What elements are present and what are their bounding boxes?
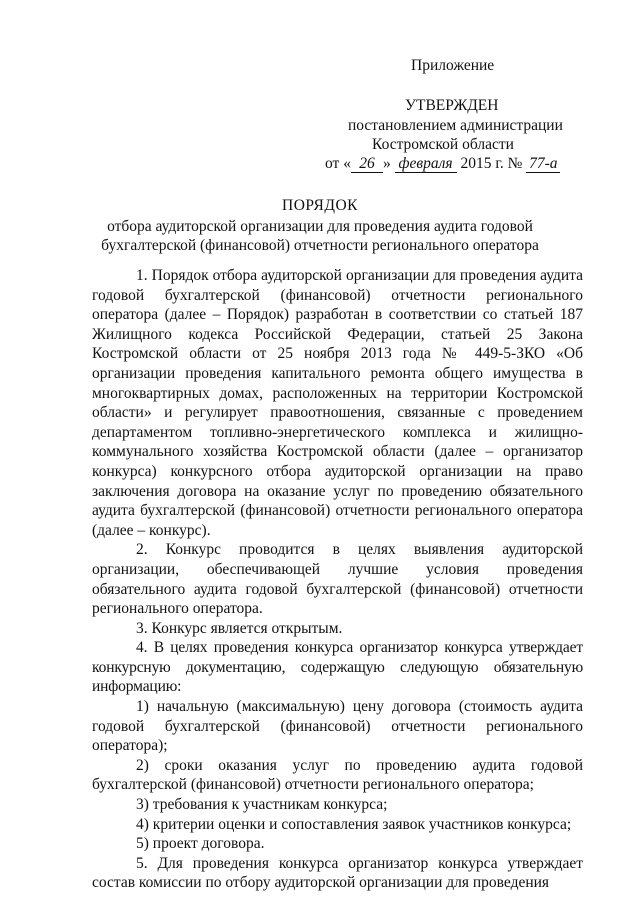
list-item-3: 3) требования к участникам конкурса;	[136, 796, 388, 814]
decree-number: 77-а	[526, 156, 560, 173]
document-subtitle-line-1: отбора аудиторской организации для проведения аудита годовой	[107, 218, 533, 235]
decree-month: февраля	[395, 156, 457, 173]
list-item-4: 4) критерии оценки и сопоставления заявок участников конкурса;	[136, 815, 572, 833]
decree-line-1: постановлением администрации	[348, 117, 563, 134]
appendix-label: Приложение	[411, 57, 495, 74]
decree-line-2: Костромской области	[372, 136, 514, 153]
approved-label: УТВЕРЖДЕН	[405, 97, 499, 114]
paragraph-4: 4. В целях проведения конкурса организатор конкурса утверждает конкурсную документацию, содержащую следующую обязательную информацию:	[92, 639, 583, 696]
date-mid: »	[382, 155, 391, 172]
paragraph-3: 3. Конкурс является открытым.	[136, 619, 343, 637]
document-subtitle-line-2: бухгалтерской (финансовой) отчетности регионального оператора	[101, 237, 539, 254]
paragraph-1: 1. Порядок отбора аудиторской организации для проведения аудита годовой бухгалтерской (финансовой) отчетности регионального оператора (далее – Порядок) разработан в соответствии со статьей 187 Жилищного кодекса Российской Федерации, статьей 25 Закона Костромской области от 25 ноября 2013 года № 449-5-ЗКО «Об организации проведения капитального ремонта общего имущества в многоквартирных домах, расположенных на территории Костромской области» и регулирует правоотношения, связанные с проведением департаментом топливно-энергетического комплекса и жилищно-коммунального хозяйства Костромской области (далее – организатор конкурса) конкурсного отбора аудиторской организации на право заключения договора на оказание услуг по проведению обязательного аудита бухгалтерской (финансовой) отчетности регионального оператора (далее – конкурс).	[92, 267, 583, 539]
date-prefix: от «	[325, 155, 351, 172]
list-item-2: 2) сроки оказания услуг по проведению аудита годовой бухгалтерской (финансовой) отчетности регионального оператора;	[92, 756, 583, 794]
paragraph-2: 2. Конкурс проводится в целях выявления аудиторской организации, обеспечивающей лучшие условия проведения обязательного аудита годовой бухгалтерской (финансовой) отчетности регионального оператора.	[92, 541, 583, 618]
document-title: ПОРЯДОК	[282, 197, 358, 214]
paragraph-5: 5. Для проведения конкурса организатор конкурса утверждает состав комиссии по отбору аудиторской организации для проведения	[92, 854, 583, 892]
decree-year: 2015 г. №	[460, 155, 523, 172]
document-body	[92, 266, 583, 893]
list-item-5: 5) проект договора.	[136, 835, 265, 853]
list-item-1: 1) начальную (максимальную) цену договора (стоимость аудита годовой бухгалтерской (финансовой) отчетности регионального оператора);	[92, 698, 583, 755]
decree-date-line	[325, 154, 560, 173]
decree-day: 26	[351, 156, 383, 173]
